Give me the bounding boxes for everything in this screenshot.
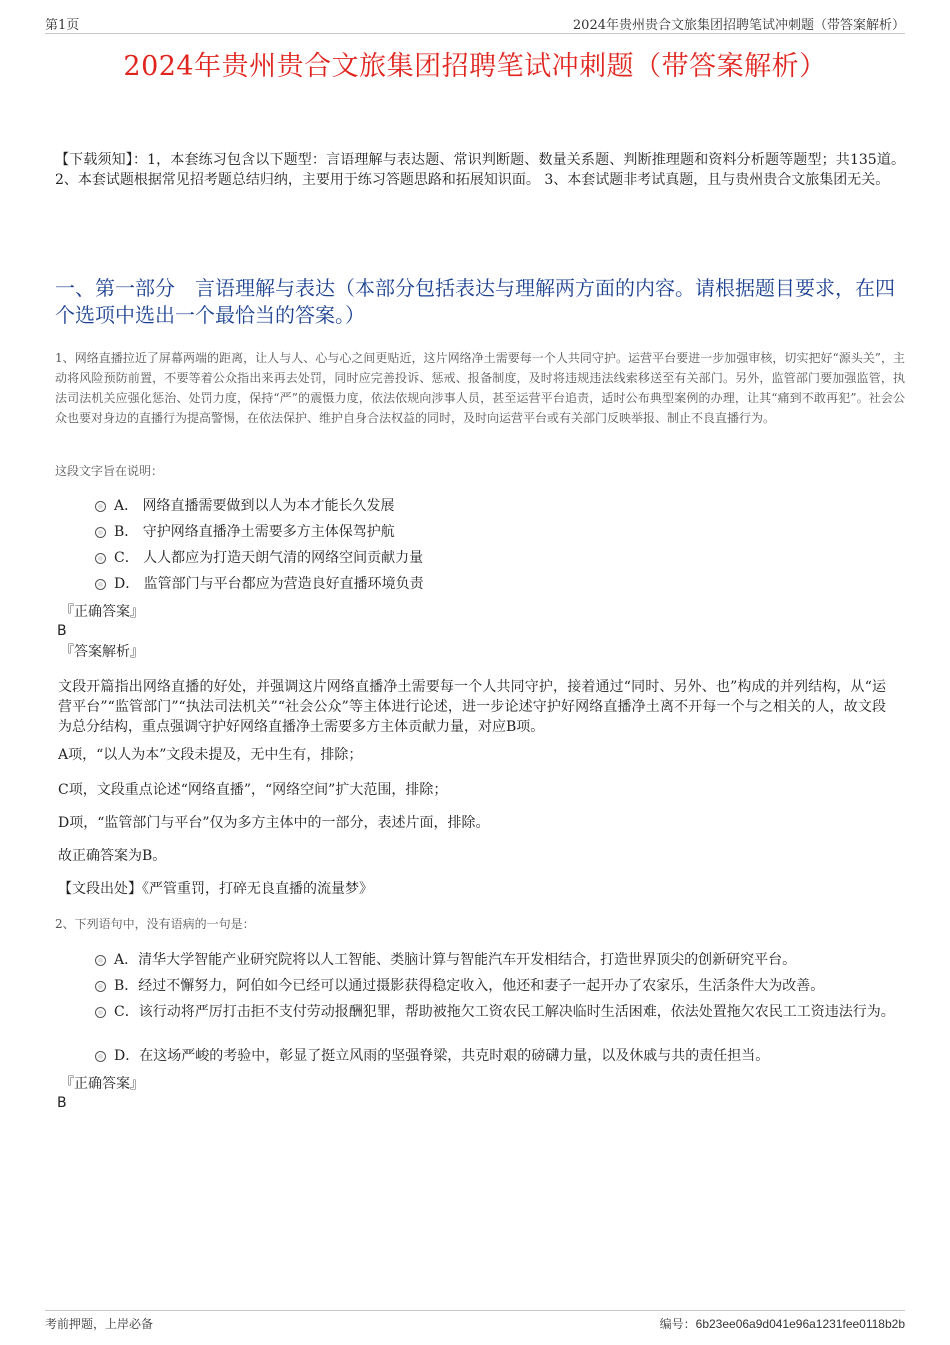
section-heading: 一、第一部分 言语理解与表达（本部分包括表达与理解两方面的内容。请根据题目要求，在四个选项中选出一个最恰当的答案。）	[55, 276, 895, 327]
radio-icon[interactable]	[95, 981, 106, 992]
q1-note-a: A项，“以人为本”文段未提及，无中生有，排除；	[58, 747, 363, 763]
page-title: 2024年贵州贵合文旅集团招聘笔试冲刺题（带答案解析）	[123, 51, 827, 82]
q1-option-a[interactable]: A． 网络直播需要做到以人为本才能长久发展	[95, 495, 895, 517]
question-2-stem: 2、下列语句中，没有语病的一句是：	[55, 917, 255, 931]
q1-conclusion: 故正确答案为B。	[58, 848, 167, 864]
question-1-stem: 1、网络直播拉近了屏幕两端的距离，让人与人、心与心之间更贴近，这片网络净土需要每一个人共同守护。运营平台要进一步加强审核，切实把好“源头关”，主动将风险预防前置，不要等着公众指出来再去处罚，同时应完善投诉、惩戒、报备制度，及时将违规违法线索移送至有关部门。另外，监管部门要加强监管，执法司法机关应强化惩治、处罚力度，保持“严”的震慑力度，依法依规向涉事人员，甚至运营平台追责，适时公布典型案例的办理，让其“痛到不敢再犯”。社会公众也要对身边的直播行为提高警惕，在依法保护、维护自身合法权益的同时，及时向运营平台或有关部门反映举报、制止不良直播行为。	[55, 351, 905, 425]
footer-code	[660, 1315, 905, 1332]
q2-option-c[interactable]: C．该行动将严厉打击拒不支付劳动报酬犯罪，帮助被拖欠工资农民工解决临时生活困难，依法处置拖欠农民工工资违法行为。	[95, 1001, 895, 1023]
radio-icon[interactable]	[95, 579, 106, 590]
question-1-prompt: 这段文字旨在说明：	[55, 464, 164, 478]
q2-option-d[interactable]: D．在这场严峻的考验中，彰显了挺立风雨的坚强脊梁，共克时艰的磅礴力量，以及休戚与共的责任担当。	[95, 1045, 895, 1067]
footer-slogan: 考前押题，上岸必备	[45, 1317, 154, 1331]
q2-option-b[interactable]: B．经过不懈努力，阿伯如今已经可以通过摄影获得稳定收入，他还和妻子一起开办了农家乐，生活条件大为改善。	[95, 975, 895, 997]
q1-source: 【文段出处】《严管重罚，打碎无良直播的流量梦》	[58, 881, 373, 897]
footer-code-value: 6b23ee06a9d041e96a1231fee0118b2b	[695, 1317, 905, 1331]
q2-option-a[interactable]: A．清华大学智能产业研究院将以人工智能、类脑计算与智能汽车开发相结合，打造世界顶尖的创新研究平台。	[95, 949, 895, 971]
q1-answer-label: 『正确答案』	[60, 604, 144, 620]
q1-answer: B	[57, 623, 67, 639]
download-notice: 【下载须知】：1，本套练习包含以下题型：言语理解与表达题、常识判断题、数量关系题、判断推理题和资料分析题等题型；共135道。 2、本套试题根据常见招考题总结归纳，主要用于练习答题思路和拓展知识面。 3、本套试题非考试真题，且与贵州贵合文旅集团无关。	[55, 152, 905, 188]
radio-icon[interactable]	[95, 1051, 106, 1062]
q1-analysis-label: 『答案解析』	[60, 644, 144, 660]
q1-analysis: 文段开篇指出网络直播的好处，并强调这片网络直播净土需要每一个人共同守护，接着通过“同时、另外、也”构成的并列结构，从“运营平台”“监管部门”“执法司法机关”“社会公众”等主体进行论述，进一步论述守护好网络直播净土离不开每一个与之相关的人，故文段为总分结构，重点强调守护好网络直播净土需要多方主体贡献力量，对应B项。	[58, 679, 886, 735]
q1-option-d[interactable]: D． 监管部门与平台都应为营造良好直播环境负责	[95, 573, 895, 595]
footer-divider	[45, 1310, 905, 1311]
q1-note-c: C项，文段重点论述“网络直播”，“网络空间”扩大范围，排除；	[58, 782, 448, 798]
header-doc-title: 2024年贵州贵合文旅集团招聘笔试冲刺题（带答案解析）	[572, 18, 905, 33]
radio-icon[interactable]	[95, 1007, 106, 1018]
radio-icon[interactable]	[95, 553, 106, 564]
header-divider	[45, 33, 905, 34]
footer-code-label: 编号：	[659, 1317, 696, 1331]
q2-answer-label: 『正确答案』	[60, 1076, 144, 1092]
page-number: 第1页	[45, 18, 80, 33]
q1-note-d: D项，“监管部门与平台”仅为多方主体中的一部分，表述片面，排除。	[58, 815, 490, 831]
radio-icon[interactable]	[95, 955, 106, 966]
q2-answer: B	[57, 1095, 67, 1111]
q1-option-b[interactable]: B． 守护网络直播净土需要多方主体保驾护航	[95, 521, 895, 543]
q1-option-c[interactable]: C． 人人都应为打造天朗气清的网络空间贡献力量	[95, 547, 895, 569]
radio-icon[interactable]	[95, 501, 106, 512]
radio-icon[interactable]	[95, 527, 106, 538]
